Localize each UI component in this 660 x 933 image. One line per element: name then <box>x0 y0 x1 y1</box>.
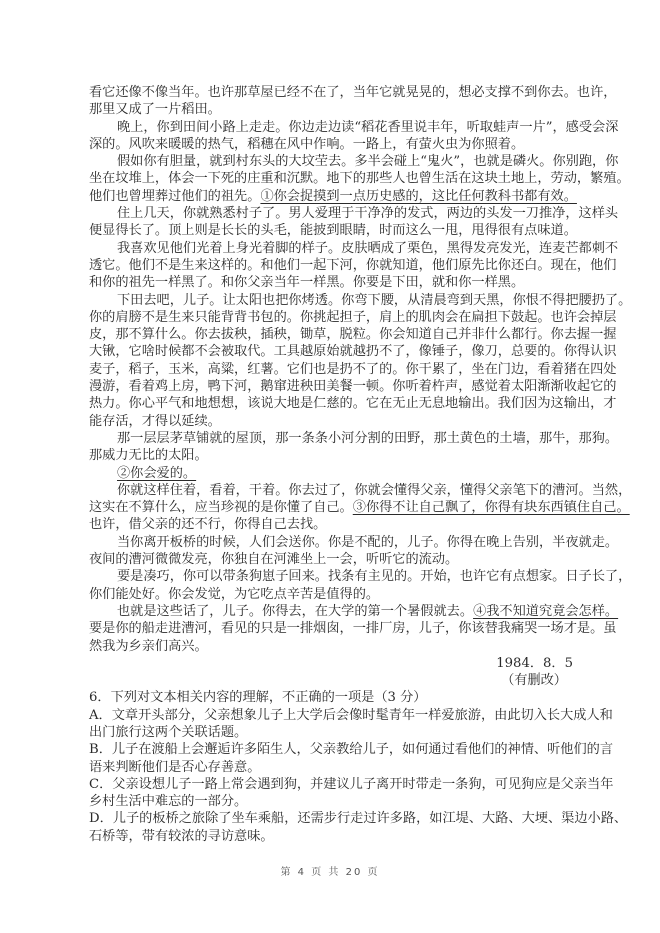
page-footer: 第 4 页 共 20 页 <box>280 867 380 878</box>
text-line <box>89 188 577 205</box>
text-segment: 你们能处好。你会发觉，为它吃点辛苦是值得的。 <box>89 586 380 602</box>
text-line <box>89 119 619 136</box>
text-line <box>89 724 573 741</box>
text-segment: 1984．8．5 <box>496 655 573 671</box>
text-line <box>89 343 617 360</box>
text-line <box>89 101 573 118</box>
text-line <box>89 707 613 724</box>
text-line <box>89 534 619 551</box>
text-segment: 这实在不算什么，应当珍视的是你懂了自己。 <box>89 500 353 516</box>
text-segment: 能存活，才得以延续。 <box>89 413 221 429</box>
text-line <box>89 638 573 655</box>
text-segment: 热力。你心平气和地想想，该说大地是仁慈的。它在无止无息地输出。我们因为这输出，才 <box>89 396 617 412</box>
underlined-sentence: ①你会捉摸到一点历史感的，这比任何教科书都有效。 <box>260 188 577 204</box>
text-segment: 那一层层茅草铺就的屋顶，那一条条小河分割的田野，那土黄色的土墙，那牛，那狗。 <box>117 430 619 446</box>
text-segment: 漫游，看着鸡上房，鸭下河，鹅窜进秧田美餐一顿。你听着杵声，感觉着太阳渐渐收起它的 <box>89 379 617 395</box>
text-line <box>89 741 613 758</box>
text-segment: 便显得长了。顶上则是长长的头毛，能披到眼睛，时而这么一甩，甩得很有点味道。 <box>89 223 577 239</box>
text-segment: D．儿子的板桥之旅除了坐车乘船，还需步行走过许多路，如江堤、大路、大埂、渠边小路、 <box>89 811 628 827</box>
text-segment: 下田去吧，儿子。让太阳也把你烤透。你弯下腰，从清晨弯到天黑，你恨不得把腰扔了。 <box>117 292 632 308</box>
text-line <box>89 292 632 309</box>
text-segment: 假如你有胆量，就到村东头的大坟茔去。多半会碰上“鬼火”，也就是磷火。你别跑，你 <box>117 154 619 170</box>
text-line <box>89 274 573 291</box>
text-line <box>89 447 573 464</box>
text-line <box>89 153 619 170</box>
text-line <box>89 568 632 585</box>
text-line <box>89 257 617 274</box>
text-segment: 麦子，稻子，玉米，高粱，红薯。它们也是扔不了的。你干累了，坐在门边，看着猪在四处 <box>89 361 617 377</box>
text-segment: A．文章开头部分，父亲想象儿子上大学后会像时髦青年一样爱旅游，由此切入长大成人和 <box>89 707 613 723</box>
text-segment: 晚上，你到田间小路上走走。你边走边读“稻花香里说丰年，听取蛙声一片”，感受会深 <box>117 119 619 135</box>
text-line <box>89 810 628 827</box>
text-line <box>89 551 573 568</box>
text-line <box>89 205 619 222</box>
text-segment: 那里又成了一片稻田。 <box>89 102 221 118</box>
underlined-sentence: ④我不知道究竟会怎样。 <box>473 603 619 619</box>
text-line <box>89 759 573 776</box>
text-segment: C．父亲设想儿子一路上常会遇到狗，并建议儿子离开时带走一条狗，可见狗应是父亲当年 <box>89 776 614 792</box>
text-line <box>89 586 573 603</box>
text-line <box>89 620 617 637</box>
text-line <box>89 413 573 430</box>
text-segment: 透它。他们不是生来这样的。和他们一起下河，你就知道，他们原先比你还白。现在，他们 <box>89 257 617 273</box>
text-line <box>89 655 573 672</box>
text-segment: 要是凑巧，你可以带条狗崽子回来。找条有主见的。开始，也许它有点想家。日子长了， <box>117 569 632 585</box>
text-segment: 出门旅行这两个关联话题。 <box>89 724 248 740</box>
text-line <box>89 378 617 395</box>
text-line <box>89 828 573 845</box>
text-segment: 夜间的漕河微微发亮，你独自在河滩坐上一会，听听它的流动。 <box>89 552 459 568</box>
text-segment: 他们也曾埋葬过他们的祖先。 <box>89 188 261 204</box>
text-line <box>89 170 630 187</box>
text-segment: 深的。风吹来暖暖的热气，稻穗在风中作响。一路上，有萤火虫为你照着。 <box>89 136 525 152</box>
underlined-sentence: ②你会爱的。 <box>117 465 197 481</box>
text-segment: 乡村生活中难忘的一部分。 <box>89 794 248 810</box>
text-segment: 也许，借父亲的还不行，你得自己去找。 <box>89 517 327 533</box>
text-line <box>89 361 617 378</box>
text-line <box>89 326 617 343</box>
text-line <box>89 465 573 482</box>
text-segment: 我喜欢见他们光着上身光着脚的样子。皮肤晒成了栗色，黑得发亮发光，连麦芒都刺不 <box>117 240 619 256</box>
text-segment: 皮，那不算什么。你去拔秧，插秧，锄草，脱粒。你会知道自己并非什么都行。你去握一握 <box>89 327 617 343</box>
text-line <box>89 482 632 499</box>
text-segment: 你的肩膀不是生来只能背背书包的。你挑起担子，肩上的肌肉会在扁担下鼓起。也许会掉层 <box>89 309 617 325</box>
text-line <box>89 603 619 620</box>
text-segment: 石桥等，带有较浓的寻访意味。 <box>89 828 274 844</box>
text-segment: 你就这样住着，看着，干着。你去过了，你就会懂得父亲，懂得父亲笔下的漕河。当然， <box>117 482 632 498</box>
text-line <box>89 793 573 810</box>
text-line <box>89 136 573 153</box>
text-segment: 坐在坟堆上，体会一下死的庄重和沉默。地下的那些人也曾生活在这块土地上，劳动，繁殖。 <box>89 171 630 187</box>
text-line <box>89 430 619 447</box>
text-line <box>89 222 577 239</box>
text-segment: 住上几天，你就熟悉村子了。男人爱理于干净净的发式，两边的头发一刀推净，这样头 <box>117 206 619 222</box>
text-line <box>89 240 619 257</box>
text-segment: B．儿子在渡船上会邂逅许多陌生人，父亲教给儿子，如何通过看他们的神情、听他们的言 <box>89 742 613 758</box>
text-line <box>89 499 630 516</box>
text-segment: 6．下列对文本相关内容的理解，不正确的一项是（3 分） <box>89 690 427 706</box>
text-segment: （有删改） <box>501 673 567 689</box>
text-line <box>89 689 573 706</box>
document-body <box>89 84 632 845</box>
text-line <box>89 672 573 689</box>
text-line <box>89 309 617 326</box>
text-line <box>89 395 617 412</box>
text-segment: 当你离开板桥的时候，人们会送你。你是不配的，儿子。你得在晚上告别，半夜就走。 <box>117 534 619 550</box>
text-segment: 然我为乡亲们高兴。 <box>89 638 208 654</box>
text-segment: 和你的祖先一样黑了。和你父亲当年一样黑。你要是下田，就和你一样黑。 <box>89 275 525 291</box>
text-segment: 语来判断他们是否心存善意。 <box>89 759 261 775</box>
text-segment: 那威力无比的太阳。 <box>89 448 208 464</box>
text-segment: 大锹，它啥时候都不会被取代。工具越原始就越扔不了，像锤子，像刀，总要的。你得认识 <box>89 344 617 360</box>
text-segment: 要是你的船走进漕河，看见的只是一排烟囱，一排厂房，儿子，你该替我痛哭一场才是。虽 <box>89 621 617 637</box>
text-line <box>89 516 573 533</box>
text-line <box>89 776 614 793</box>
text-segment: 看它还像不像当年。也许那草屋已经不在了，当年它就晃晃的，想必支撑不到你去。也许， <box>89 85 617 100</box>
underlined-sentence: ③你得不让自己飘了，你得有块东西镇住自己。 <box>352 500 630 516</box>
text-line <box>89 84 617 101</box>
text-segment: 也就是这些话了，儿子。你得去，在大学的第一个暑假就去。 <box>117 603 474 619</box>
